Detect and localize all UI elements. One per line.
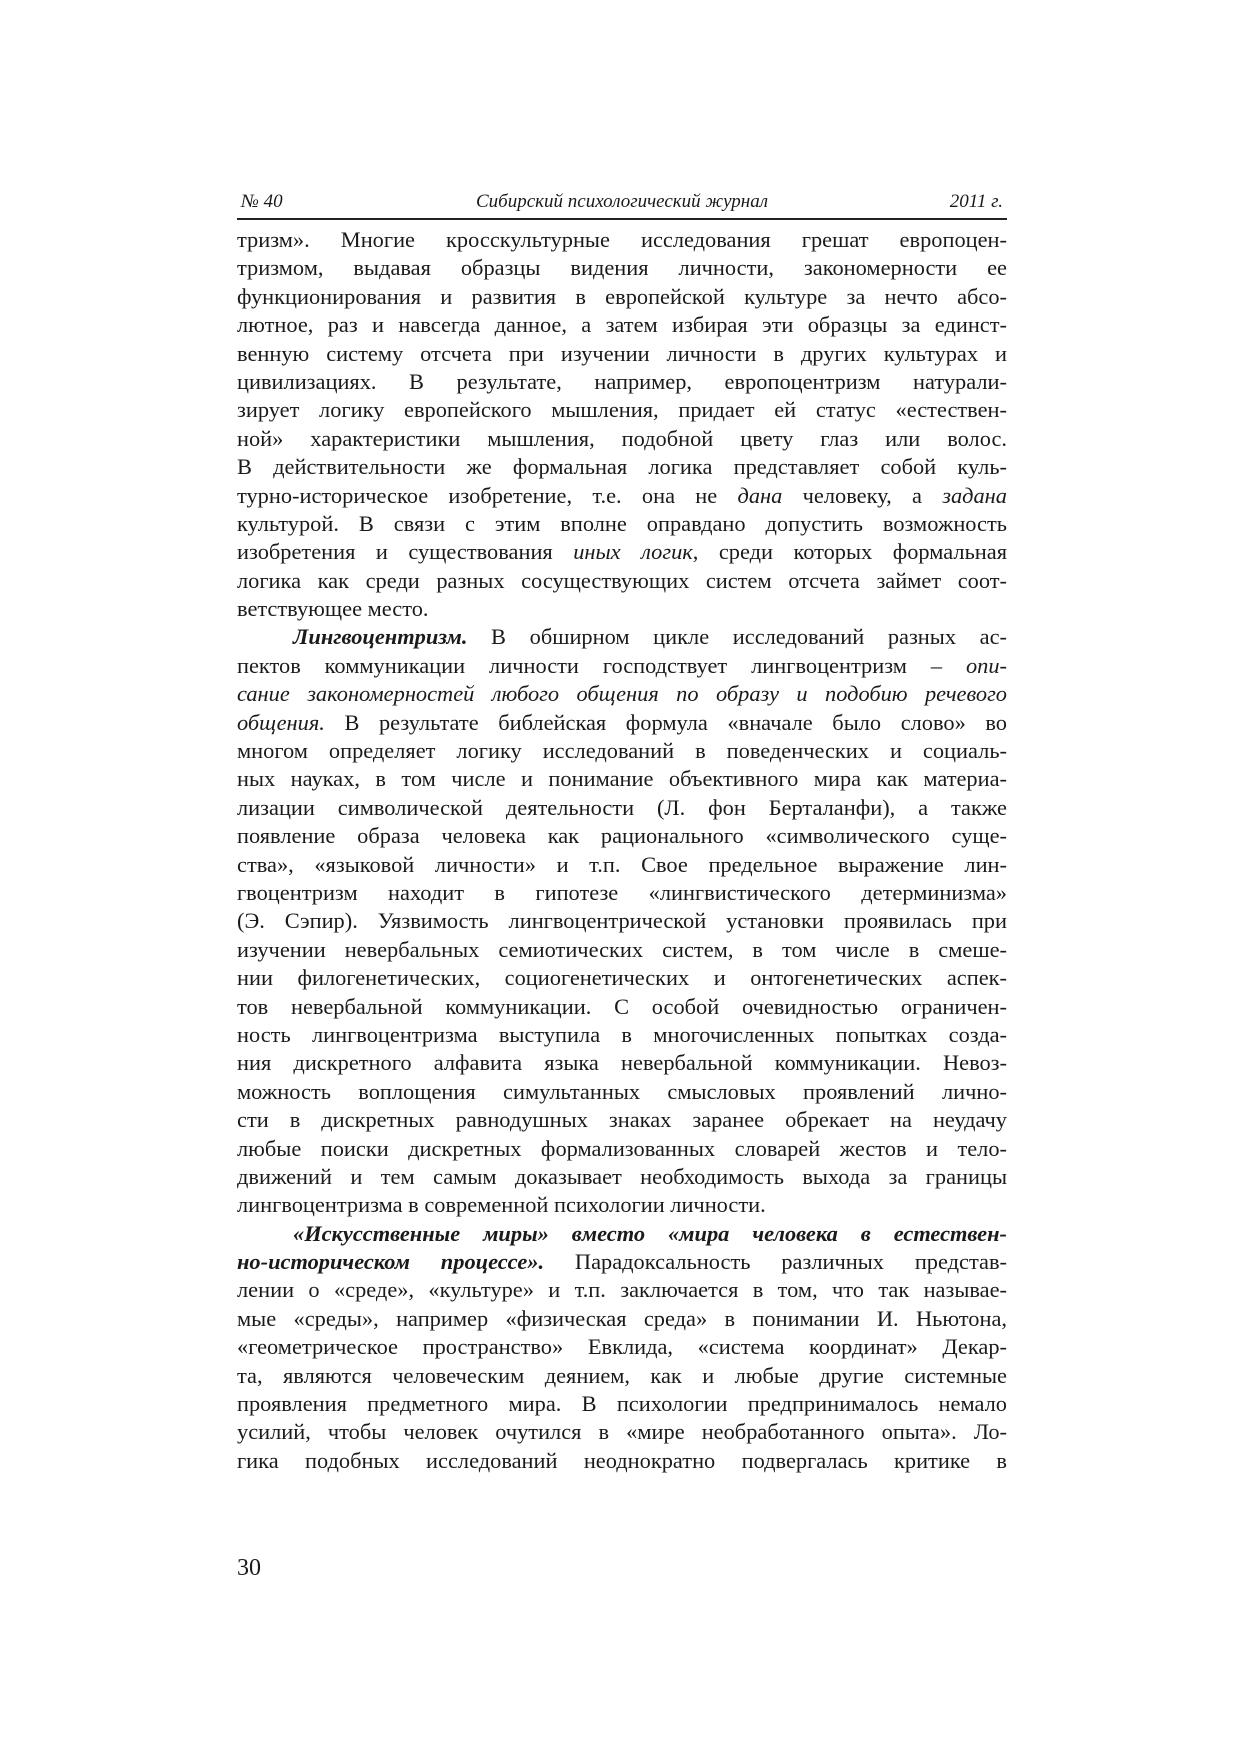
text-run: функционирования и развития в европейской культуре за нечто абсо- [237,283,1007,309]
text-run: та, являются человеческим деянием, как и любые другие системные [237,1362,1007,1388]
text-line [237,907,1007,935]
text-run: культурой. В связи с этим вполне оправдано допустить возможность [237,510,1007,536]
text-run: гвоцентризм находит в гипотезе «лингвистического детерминизма» [237,879,1007,905]
emphasized-text: «Искусственные миры» вместо «мира человека в естествен- [293,1220,1007,1246]
text-run: нии филогенетических, социогенетических и онтогенетических аспек- [237,965,1007,991]
text-line [237,340,1007,368]
text-line [237,1049,1007,1077]
text-line [237,680,1007,708]
text-run: лютное, раз и навсегда данное, а затем избирая эти образцы за единст- [237,312,1007,338]
text-run: ной» характеристики мышления, подобной цвету глаз или волос. [237,425,1007,451]
text-run: тов невербальной коммуникации. С особой очевидностью ограничен- [237,993,1007,1019]
text-run: пектов коммуникации личности господствует лингвоцентризм – [237,652,966,678]
text-run: ных науках, в том числе и понимание объективного мира как материа- [237,766,1007,792]
text-line [237,1106,1007,1134]
text-run: лизации символической деятельности (Л. фон Берталанфи), а также [237,794,1007,820]
text-run: лингвоцентризма в современной психологии личности. [237,1192,766,1218]
text-line [237,453,1007,481]
text-line [237,1021,1007,1049]
text-run: ветствующее место. [237,596,429,622]
text-line [237,879,1007,907]
text-run: В обширном цикле исследований разных ас- [467,624,1007,650]
text-line [237,283,1007,311]
text-run: изучении невербальных семиотических систем, в том числе в смеше- [237,936,1007,962]
text-run: ния дискретного алфавита языка невербальной коммуникации. Невоз- [237,1050,1007,1076]
text-line [237,368,1007,396]
text-run: турно-историческое изобретение, т.е. она не [237,482,738,508]
text-line [237,1163,1007,1191]
text-line [237,851,1007,879]
text-run: ность лингвоцентризма выступила в многочисленных попытках созда- [237,1021,1007,1047]
text-run: любые поиски дискретных формализованных словарей жестов и тело- [237,1135,1007,1161]
text-line [237,822,1007,850]
text-run: гика подобных исследований неоднократно подвергалась критике в [237,1447,1007,1473]
text-line [237,1447,1007,1475]
text-line [237,1305,1007,1333]
text-line [237,936,1007,964]
text-line [237,993,1007,1021]
text-line [237,623,1007,651]
text-line [237,794,1007,822]
text-run: человеку, а [782,482,943,508]
text-run: появление образа человека как рационального «символического суще- [237,823,1007,849]
text-line [237,1333,1007,1361]
text-run: тризмом, выдавая образцы видения личности, закономерности ее [237,255,1007,281]
text-run: «геометрическое пространство» Евклида, «система координат» Декар- [237,1334,1007,1360]
text-line [237,595,1007,623]
text-run: мые «среды», например «физическая среда» в понимании И. Ньютона, [237,1305,1007,1331]
text-run: сти в дискретных равнодушных знаках заранее обрекает на неудачу [237,1107,1007,1133]
text-line [237,737,1007,765]
text-line [237,1220,1007,1248]
issue-number: № 40 [241,191,283,212]
emphasized-text: но-историческом процессе». [237,1249,545,1275]
text-line [237,1418,1007,1446]
text-run: логика как среди разных сосуществующих систем отсчета займет соот- [237,567,1007,593]
running-header [237,188,1007,220]
text-run: тризм». Многие кросскультурные исследования грешат европоцен- [237,227,1007,252]
emphasized-text: Лингвоцентризм. [293,624,468,650]
text-line [237,226,1007,254]
text-line [237,1276,1007,1304]
emphasized-text: опи- [965,652,1007,678]
text-line [237,1191,1007,1219]
text-run: усилий, чтобы человек очутился в «мире необработанного опыта». Ло- [237,1419,1007,1445]
text-line [237,709,1007,737]
text-run: венную систему отсчета при изучении личности в других культурах и [237,340,1007,366]
text-line [237,652,1007,680]
text-run: можность воплощения симультанных смысловых проявлений лично- [237,1078,1007,1104]
text-line [237,567,1007,595]
text-line [237,1135,1007,1163]
text-run: многом определяет логику исследований в поведенческих и социаль- [237,738,1007,764]
text-run: ства», «языковой личности» и т.п. Свое предельное выражение лин- [237,851,1007,877]
emphasized-text: иных логик [573,539,693,565]
page-number: 30 [237,1555,261,1581]
text-run: (Э. Сэпир). Уязвимость лингвоцентрической установки проявилась при [237,908,1007,934]
text-run: В результате библейская формула «вначале было слово» во [324,709,1007,735]
text-run: Парадоксальность различных представ- [544,1249,1007,1275]
text-run: цивилизациях. В результате, например, европоцентризм натурали- [237,368,1007,394]
emphasized-text: общения. [237,709,325,735]
body-text [237,226,1007,1475]
text-line [237,510,1007,538]
text-line [237,765,1007,793]
text-line [237,254,1007,282]
emphasized-text: сание закономерностей любого общения по образу и подобию речевого [237,681,1007,707]
text-run: изобретения и существования [237,539,574,565]
text-line [237,538,1007,566]
text-line [237,1390,1007,1418]
text-run: движений и тем самым доказывает необходимость выхода за границы [237,1163,1007,1189]
text-run: проявления предметного мира. В психологии предпринималось немало [237,1391,1007,1417]
text-run: В действительности же формальная логика представляет собой куль- [237,454,1007,480]
text-line [237,1248,1007,1276]
text-line [237,1078,1007,1106]
text-line [237,311,1007,339]
emphasized-text: дана [737,482,783,508]
text-line [237,1362,1007,1390]
text-line [237,482,1007,510]
journal-title: Сибирский психологический журнал [475,191,769,212]
text-line [237,964,1007,992]
text-line [237,396,1007,424]
publication-year: 2011 г. [949,191,1003,212]
text-run: лении о «среде», «культуре» и т.п. заключается в том, что так называе- [237,1277,1007,1303]
text-line [237,425,1007,453]
text-run: , среди которых формальная [692,539,1008,565]
text-run: зирует логику европейского мышления, придает ей статус «естествен- [237,397,1007,423]
emphasized-text: задана [942,482,1007,508]
